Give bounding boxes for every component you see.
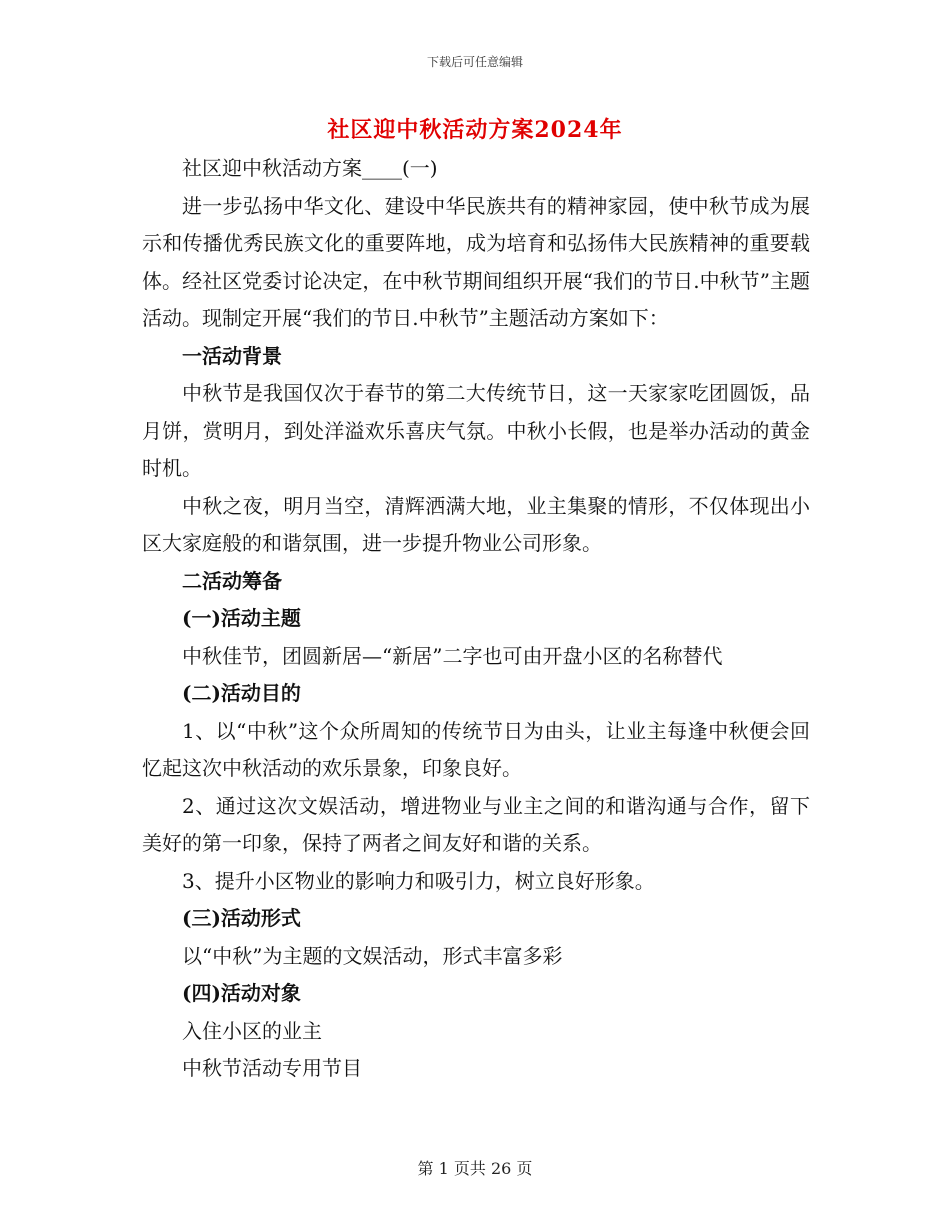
paragraph: 中秋节活动专用节目 [182, 1056, 362, 1080]
paragraph: 中秋佳节，团圆新居—“新居”二字也可由开盘小区的名称替代 [182, 643, 723, 668]
page-number-footer: 第 1 页共 26 页 [417, 1159, 533, 1178]
paragraph: 3、提升小区物业的影响力和吸引力，树立良好形象。 [182, 868, 655, 893]
paragraph: 社区迎中秋活动方案____(一) [182, 156, 438, 180]
paragraph: 2、通过这次文娱活动，增进物业与业主之间的和谐沟通与合作，留下美好的第一印象，保持了两者之间友好和谐的关系。 [142, 793, 810, 855]
document-title: 社区迎中秋活动方案2024年 [327, 117, 623, 143]
document-body [142, 150, 810, 1088]
header-note: 下载后可任意编辑 [426, 55, 523, 69]
paragraph: 1、以“中秋”这个众所周知的传统节日为由头，让业主每逢中秋便会回忆起这次中秋活动的欢乐景象，印象良好。 [142, 718, 810, 780]
paragraph: 入住小区的业主 [182, 1018, 322, 1043]
paragraph: 中秋节是我国仅次于春节的第二大传统节日，这一天家家吃团圆饭，品月饼，赏明月，到处洋溢欢乐喜庆气氛。中秋小长假，也是举办活动的黄金时机。 [142, 381, 810, 480]
paragraph: 进一步弘扬中华文化、建设中华民族共有的精神家园，使中秋节成为展示和传播优秀民族文化的重要阵地，成为培育和弘扬伟大民族精神的重要载体。经社区党委讨论决定，在中秋节期间组织开展“我们的节日.中秋节”主题活动。现制定开展“我们的节日.中秋节”主题活动方案如下： [142, 193, 810, 330]
section-heading: 二活动筹备 [182, 568, 282, 593]
paragraph: 以“中秋”为主题的文娱活动，形式丰富多彩 [182, 943, 563, 968]
section-heading: 一活动背景 [182, 343, 282, 368]
subsection-heading: (二)活动目的 [182, 681, 301, 705]
subsection-heading: (一)活动主题 [182, 606, 301, 630]
subsection-heading: (四)活动对象 [182, 981, 301, 1005]
paragraph: 中秋之夜，明月当空，清辉洒满大地，业主集聚的情形，不仅体现出小区大家庭般的和谐氛围，进一步提升物业公司形象。 [142, 493, 810, 555]
subsection-heading: (三)活动形式 [182, 906, 301, 930]
